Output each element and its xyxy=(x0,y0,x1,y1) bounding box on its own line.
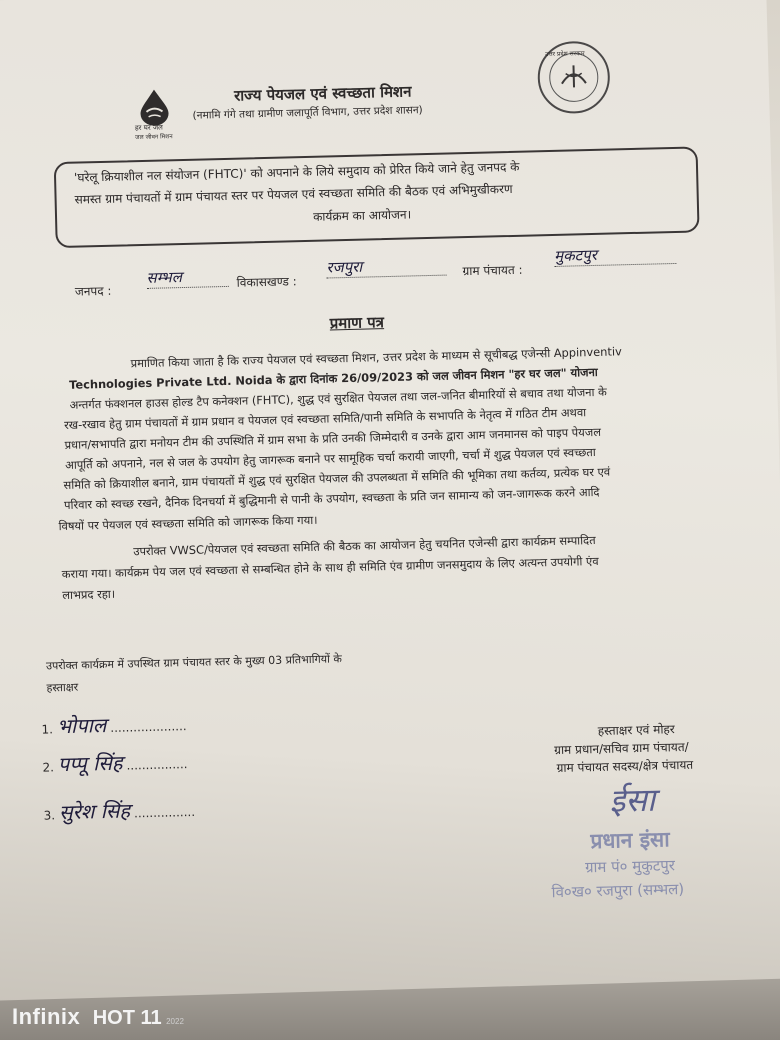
participant-number: 3. xyxy=(43,808,56,823)
district-value: सम्भल xyxy=(146,266,228,289)
participant-row xyxy=(43,795,195,826)
body-line-9: विषयों पर पेयजल एवं स्वच्छता समिति को जागरूक किया गया। xyxy=(58,512,318,534)
camera-watermark xyxy=(12,1004,184,1030)
body-line-5: प्रधान/सभापति द्वारा मनोयन टीम की उपस्थिति में ग्राम सभा के प्रति उनकी जिम्मेदारी व उनके द्वारा आम जनमानस को पाइप पेयजल xyxy=(64,424,602,452)
pradhan-signature: ईसा xyxy=(609,780,656,820)
stamp-line-3: वि०ख० रजपुरा (सम्भल) xyxy=(551,879,685,902)
logo-subtext: जल जीवन मिशन xyxy=(135,133,173,142)
notice-line-2: समस्त ग्राम पंचायतों में ग्राम पंचायत स्तर पर पेयजल एवं स्वच्छता समिति की बैठक एवं अभिमुखीकरण xyxy=(74,181,513,207)
body-line-2: Technologies Private Ltd. Noida के द्वारा दिनांक 26/09/2023 को जल जीवन मिशन "हर घर जल" योजना xyxy=(68,364,598,392)
body-line-12: लाभप्रद रहा। xyxy=(62,586,116,603)
signature-dotted-line: .................... xyxy=(110,719,187,735)
participant-signature: सुरेश सिंह xyxy=(58,798,131,825)
page-subtitle: (नमामि गंगे तथा ग्रामीण जलापूर्ति विभाग, उत्तर प्रदेश शासन) xyxy=(192,104,423,122)
watermark-brand: Infinix xyxy=(12,1004,81,1029)
signatory-line-1: हस्ताक्षर एवं मोहर xyxy=(597,722,675,739)
notice-line-1: 'घरेलू क्रियाशील नल संयोजन (FHTC)' को अपनाने के लिये समुदाय को प्रेरित किये जाने हेतु जनपद के xyxy=(73,159,520,185)
participant-number: 2. xyxy=(42,760,55,775)
participant-number: 1. xyxy=(41,722,54,737)
body-line-4: रख-रखाव हेतु ग्राम पंचायतों में ग्राम प्रधान व पेयजल एवं स्वच्छता समिति/पानी समिति के सभापति के नेतृत्व में गठित टीम अथवा xyxy=(63,405,587,432)
signatory-line-2: ग्राम प्रधान/सचिव ग्राम पंचायत/ xyxy=(554,739,689,758)
certificate-heading: प्रमाण पत्र xyxy=(329,313,385,333)
logo-text: हर घर जल xyxy=(134,123,163,133)
participant-row xyxy=(41,709,187,740)
body-line-10: उपरोक्त VWSC/पेयजल एवं स्वच्छता समिति की बैठक का आयोजन हेतु चयनित एजेन्सी द्वारा कार्यक्रम सम्पादित xyxy=(133,533,596,559)
participants-intro: उपरोक्त कार्यक्रम में उपस्थित ग्राम पंचायत स्तर के मुख्य 03 प्रतिभागियों के xyxy=(45,652,343,673)
body-line-3: अन्तर्गत फंक्शनल हाउस होल्ड टैप कनेक्शन (FHTC), शुद्ध एवं सुरक्षित पेयजल तथा जल-जनित बीमारियों से बचाव तथा योजना के xyxy=(69,384,608,412)
body-line-7: समिति को क्रियाशील बनाने, ग्राम पंचायतों में शुद्ध एवं सुरक्षित पेयजल की उपलब्धता में समिति की भूमिका तथा कर्तव्य, प्रत्येक घर एवं xyxy=(63,464,611,492)
signatory-line-3: ग्राम पंचायत सदस्य/क्षेत्र पंचायत xyxy=(556,757,694,776)
block-value: रजपुरा xyxy=(326,255,446,279)
signature-dotted-line: ................ xyxy=(133,804,196,821)
up-government-emblem xyxy=(537,41,611,115)
signature-dotted-line: ................ xyxy=(126,757,188,773)
district-label: जनपद : xyxy=(74,283,112,299)
participant-signature: भोपाल xyxy=(56,713,107,739)
panchayat-value: मुकटपुर xyxy=(554,243,676,267)
watermark-model: HOT 11 xyxy=(92,1007,162,1029)
stamp-line-2: ग्राम पं० मुकुटपुर xyxy=(584,856,676,877)
stamp-line-1: प्रधान इंसा xyxy=(590,827,670,854)
body-line-6: आपूर्ति को अपनाने, नल से जल के उपयोग हेतु जागरूक बनाने पर सामूहिक चर्चा करायी जाएगी, चर्चा में शुद्ध पेयजल एवं स्वच्छता xyxy=(64,444,596,472)
water-drop-icon xyxy=(132,87,193,126)
page-title: राज्य पेयजल एवं स्वच्छता मिशन xyxy=(233,82,412,105)
emblem-text: उत्तर प्रदेश सरकार xyxy=(545,50,585,59)
watermark-year: 2022 xyxy=(166,1017,184,1026)
body-line-8: परिवार को स्वच्छ रखने, दैनिक दिनचर्या में बुद्धिमानी से पानी के उपयोग, स्वच्छता के प्रति जन सामान्य को जन-जागरूक करने आदि xyxy=(63,484,600,512)
body-line-11: कराया गया। कार्यक्रम पेय जल एवं स्वच्छता से सम्बन्धित होने के साथ ही समिति एंव ग्रामीण जनसमुदाय के लिए अत्यन्त उपयोगी एंव xyxy=(61,553,599,582)
panchayat-label: ग्राम पंचायत : xyxy=(462,262,523,279)
participant-row xyxy=(42,747,188,778)
participants-intro-2: हस्ताक्षर xyxy=(46,680,79,695)
participant-signature: पप्पू सिंह xyxy=(57,750,123,777)
notice-line-3: कार्यक्रम का आयोजन। xyxy=(312,207,412,224)
har-ghar-jal-logo xyxy=(132,87,194,152)
body-line-1: प्रमाणित किया जाता है कि राज्य पेयजल एवं स्वच्छता मिशन, उत्तर प्रदेश के माध्यम से सूचीबद्ध एजेन्सी Appinventiv xyxy=(130,344,622,371)
block-label: विकासखण्ड : xyxy=(236,274,297,290)
